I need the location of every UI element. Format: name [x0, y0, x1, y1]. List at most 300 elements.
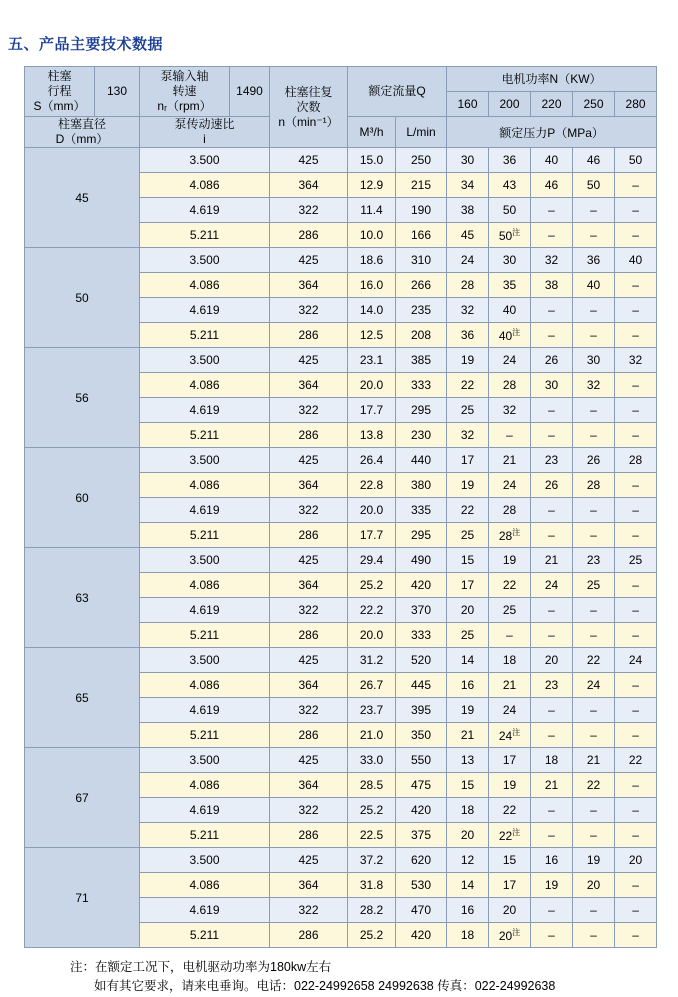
cell-ratio: 4.619: [140, 898, 270, 923]
cell-pressure: 16: [531, 848, 573, 873]
cell-flow-m3h: 12.5: [348, 323, 396, 348]
cell-flow-lmin: 350: [396, 723, 447, 748]
cell-flow-m3h: 31.2: [348, 648, 396, 673]
footnote: [70, 958, 678, 997]
cell-reciprocation: 286: [270, 423, 348, 448]
cell-pressure: 50: [615, 148, 657, 173]
cell-pressure: $20^注$: [489, 923, 531, 948]
cell-flow-lmin: 420: [396, 798, 447, 823]
cell-pressure: –: [573, 198, 615, 223]
cell-pressure: 15: [447, 548, 489, 573]
cell-pressure: 26: [531, 348, 573, 373]
cell-pressure: –: [573, 223, 615, 248]
cell-pressure: 17: [447, 448, 489, 473]
cell-pressure: –: [531, 798, 573, 823]
page-title: 五、产品主要技术数据: [8, 36, 164, 53]
header-pump-speed-value: 1490: [230, 67, 270, 117]
cell-pressure: 14: [447, 648, 489, 673]
cell-flow-m3h: 10.0: [348, 223, 396, 248]
cell-pressure: 22: [447, 373, 489, 398]
cell-pressure: 40: [615, 248, 657, 273]
table-row: [25, 748, 657, 773]
cell-pressure: –: [615, 698, 657, 723]
header-power-250: 250: [573, 92, 615, 117]
cell-pressure: –: [615, 598, 657, 623]
cell-pressure: –: [615, 573, 657, 598]
cell-ratio: 4.619: [140, 198, 270, 223]
cell-pressure: –: [615, 223, 657, 248]
cell-flow-lmin: 250: [396, 148, 447, 173]
cell-pressure: –: [573, 398, 615, 423]
cell-flow-m3h: 17.7: [348, 523, 396, 548]
cell-pressure: 20: [531, 648, 573, 673]
cell-ratio: 5.211: [140, 723, 270, 748]
cell-reciprocation: 364: [270, 573, 348, 598]
cell-flow-m3h: 31.8: [348, 873, 396, 898]
cell-flow-m3h: 12.9: [348, 173, 396, 198]
cell-pressure: 17: [489, 748, 531, 773]
cell-ratio: 5.211: [140, 923, 270, 948]
header-stroke-value: 130: [95, 67, 140, 117]
cell-reciprocation: 425: [270, 148, 348, 173]
cell-flow-lmin: 475: [396, 773, 447, 798]
cell-pressure: 22: [489, 798, 531, 823]
header-power-200: 200: [489, 92, 531, 117]
cell-pressure: –: [615, 323, 657, 348]
cell-pressure: 40: [573, 273, 615, 298]
cell-reciprocation: 364: [270, 673, 348, 698]
cell-pressure: 26: [573, 448, 615, 473]
cell-pressure: –: [573, 423, 615, 448]
cell-pressure: –: [615, 823, 657, 848]
cell-ratio: 3.500: [140, 448, 270, 473]
cell-flow-m3h: 11.4: [348, 198, 396, 223]
cell-diameter: 45: [25, 148, 140, 248]
cell-pressure: 19: [447, 698, 489, 723]
cell-flow-m3h: 33.0: [348, 748, 396, 773]
cell-pressure: 50: [489, 198, 531, 223]
cell-pressure: –: [531, 923, 573, 948]
cell-pressure: $24^注$: [489, 723, 531, 748]
cell-reciprocation: 364: [270, 473, 348, 498]
cell-reciprocation: 364: [270, 173, 348, 198]
cell-pressure: 24: [489, 473, 531, 498]
cell-flow-lmin: 208: [396, 323, 447, 348]
cell-pressure: 21: [489, 448, 531, 473]
header-rated-pressure: 额定压力P（MPa）: [447, 117, 657, 148]
cell-pressure: 19: [489, 773, 531, 798]
cell-ratio: 4.086: [140, 873, 270, 898]
cell-pressure: 24: [489, 348, 531, 373]
cell-pressure: 28: [489, 498, 531, 523]
cell-pressure: 25: [573, 573, 615, 598]
cell-ratio: 4.086: [140, 573, 270, 598]
cell-pressure: 15: [447, 773, 489, 798]
cell-reciprocation: 425: [270, 748, 348, 773]
cell-pressure: 20: [447, 823, 489, 848]
cell-diameter: 50: [25, 248, 140, 348]
cell-pressure: –: [615, 673, 657, 698]
cell-pressure: $22^注$: [489, 823, 531, 848]
cell-flow-m3h: 22.2: [348, 598, 396, 623]
cell-pressure: 23: [573, 548, 615, 573]
cell-pressure: –: [615, 373, 657, 398]
cell-pressure: 26: [531, 473, 573, 498]
cell-reciprocation: 425: [270, 848, 348, 873]
cell-ratio: 3.500: [140, 848, 270, 873]
cell-pressure: 24: [615, 648, 657, 673]
cell-ratio: 4.619: [140, 798, 270, 823]
cell-pressure: –: [531, 323, 573, 348]
cell-flow-m3h: 21.0: [348, 723, 396, 748]
cell-pressure: 30: [447, 148, 489, 173]
cell-pressure: 50: [573, 173, 615, 198]
cell-pressure: 25: [447, 398, 489, 423]
cell-pressure: 15: [489, 848, 531, 873]
cell-flow-m3h: 18.6: [348, 248, 396, 273]
cell-pressure: –: [573, 923, 615, 948]
cell-flow-m3h: 20.0: [348, 623, 396, 648]
cell-ratio: 3.500: [140, 748, 270, 773]
cell-reciprocation: 425: [270, 348, 348, 373]
cell-pressure: 24: [573, 673, 615, 698]
cell-ratio: 4.086: [140, 673, 270, 698]
header-unit-m3h: M³/h: [348, 117, 396, 148]
cell-pressure: –: [615, 773, 657, 798]
cell-flow-lmin: 420: [396, 573, 447, 598]
cell-pressure: 24: [531, 573, 573, 598]
cell-pressure: 25: [489, 598, 531, 623]
cell-pressure: 23: [531, 673, 573, 698]
cell-pressure: –: [531, 898, 573, 923]
cell-pressure: –: [531, 698, 573, 723]
cell-flow-lmin: 266: [396, 273, 447, 298]
cell-flow-m3h: 26.7: [348, 673, 396, 698]
cell-ratio: 4.086: [140, 173, 270, 198]
cell-flow-lmin: 470: [396, 898, 447, 923]
cell-ratio: 5.211: [140, 823, 270, 848]
cell-flow-m3h: 22.8: [348, 473, 396, 498]
table-row: [25, 448, 657, 473]
cell-flow-lmin: 440: [396, 448, 447, 473]
cell-flow-lmin: 385: [396, 348, 447, 373]
cell-flow-lmin: 310: [396, 248, 447, 273]
cell-pressure: 36: [573, 248, 615, 273]
cell-pressure: 45: [447, 223, 489, 248]
cell-diameter: 60: [25, 448, 140, 548]
cell-pressure: 21: [531, 548, 573, 573]
header-power-280: 280: [615, 92, 657, 117]
cell-pressure: –: [573, 298, 615, 323]
cell-ratio: 5.211: [140, 323, 270, 348]
cell-reciprocation: 322: [270, 198, 348, 223]
cell-pressure: $50^注$: [489, 223, 531, 248]
cell-flow-m3h: 28.2: [348, 898, 396, 923]
cell-pressure: 32: [489, 398, 531, 423]
cell-reciprocation: 425: [270, 448, 348, 473]
cell-pressure: 22: [447, 498, 489, 523]
cell-pressure: 32: [531, 248, 573, 273]
cell-ratio: 5.211: [140, 423, 270, 448]
table-row: [25, 348, 657, 373]
cell-pressure: –: [615, 523, 657, 548]
cell-ratio: 5.211: [140, 223, 270, 248]
cell-pressure: 20: [573, 873, 615, 898]
cell-pressure: –: [573, 698, 615, 723]
cell-flow-m3h: 20.0: [348, 373, 396, 398]
cell-pressure: –: [615, 873, 657, 898]
cell-flow-lmin: 370: [396, 598, 447, 623]
cell-pressure: 38: [531, 273, 573, 298]
cell-pressure: –: [531, 498, 573, 523]
note-marker: 注: [512, 528, 521, 537]
cell-pressure: –: [615, 298, 657, 323]
cell-ratio: 5.211: [140, 623, 270, 648]
cell-pressure: 36: [489, 148, 531, 173]
cell-pressure: –: [615, 798, 657, 823]
cell-pressure: –: [531, 223, 573, 248]
cell-pressure: 28: [573, 473, 615, 498]
table-body: [25, 148, 657, 948]
cell-pressure: –: [573, 798, 615, 823]
cell-pressure: 30: [573, 348, 615, 373]
cell-pressure: 43: [489, 173, 531, 198]
cell-pressure: 28: [489, 373, 531, 398]
cell-pressure: –: [531, 398, 573, 423]
cell-ratio: 4.619: [140, 298, 270, 323]
cell-pressure: 46: [531, 173, 573, 198]
note-marker: 注: [512, 328, 521, 337]
cell-reciprocation: 322: [270, 598, 348, 623]
cell-flow-m3h: 20.0: [348, 498, 396, 523]
cell-pressure: –: [615, 273, 657, 298]
cell-pressure: 25: [447, 623, 489, 648]
cell-pressure: 17: [489, 873, 531, 898]
cell-reciprocation: 425: [270, 548, 348, 573]
cell-flow-lmin: 333: [396, 373, 447, 398]
cell-flow-lmin: 235: [396, 298, 447, 323]
specification-table: [24, 66, 657, 948]
cell-pressure: 28: [615, 448, 657, 473]
header-power-220: 220: [531, 92, 573, 117]
cell-pressure: 40: [531, 148, 573, 173]
cell-flow-lmin: 190: [396, 198, 447, 223]
cell-reciprocation: 364: [270, 373, 348, 398]
cell-ratio: 3.500: [140, 648, 270, 673]
cell-reciprocation: 322: [270, 498, 348, 523]
cell-pressure: –: [489, 423, 531, 448]
cell-reciprocation: 286: [270, 723, 348, 748]
cell-pressure: 19: [447, 473, 489, 498]
cell-reciprocation: 286: [270, 523, 348, 548]
cell-flow-m3h: 14.0: [348, 298, 396, 323]
cell-reciprocation: 322: [270, 898, 348, 923]
cell-flow-m3h: 16.0: [348, 273, 396, 298]
cell-ratio: 4.086: [140, 773, 270, 798]
cell-reciprocation: 286: [270, 223, 348, 248]
cell-flow-lmin: 375: [396, 823, 447, 848]
cell-flow-m3h: 25.2: [348, 798, 396, 823]
cell-pressure: 13: [447, 748, 489, 773]
cell-flow-m3h: 26.4: [348, 448, 396, 473]
cell-ratio: 4.619: [140, 598, 270, 623]
cell-pressure: 18: [447, 923, 489, 948]
cell-flow-lmin: 166: [396, 223, 447, 248]
cell-flow-lmin: 445: [396, 673, 447, 698]
cell-flow-m3h: 37.2: [348, 848, 396, 873]
cell-pressure: 24: [447, 248, 489, 273]
cell-pressure: 18: [489, 648, 531, 673]
cell-pressure: –: [573, 823, 615, 848]
header-unit-lmin: L/min: [396, 117, 447, 148]
cell-pressure: 21: [573, 748, 615, 773]
document-page: [0, 33, 678, 992]
cell-pressure: 19: [573, 848, 615, 873]
cell-pressure: –: [615, 173, 657, 198]
cell-ratio: 5.211: [140, 523, 270, 548]
cell-flow-m3h: 25.2: [348, 923, 396, 948]
cell-reciprocation: 364: [270, 873, 348, 898]
cell-pressure: 22: [615, 748, 657, 773]
cell-pressure: 38: [447, 198, 489, 223]
cell-reciprocation: 286: [270, 623, 348, 648]
note-marker: 注: [512, 928, 521, 937]
cell-pressure: –: [531, 198, 573, 223]
cell-pressure: 34: [447, 173, 489, 198]
cell-pressure: 19: [489, 548, 531, 573]
cell-ratio: 4.086: [140, 273, 270, 298]
cell-flow-lmin: 620: [396, 848, 447, 873]
cell-flow-lmin: 550: [396, 748, 447, 773]
cell-pressure: –: [573, 523, 615, 548]
cell-ratio: 4.086: [140, 373, 270, 398]
cell-flow-lmin: 420: [396, 923, 447, 948]
table-row: [25, 648, 657, 673]
cell-pressure: 22: [573, 773, 615, 798]
cell-pressure: 30: [531, 373, 573, 398]
cell-pressure: –: [531, 598, 573, 623]
cell-ratio: 3.500: [140, 348, 270, 373]
cell-pressure: –: [489, 623, 531, 648]
cell-pressure: 25: [615, 548, 657, 573]
cell-flow-lmin: 333: [396, 623, 447, 648]
cell-pressure: –: [615, 723, 657, 748]
cell-pressure: 18: [531, 748, 573, 773]
note-marker: 注: [512, 228, 521, 237]
cell-diameter: 71: [25, 848, 140, 948]
cell-flow-lmin: 295: [396, 523, 447, 548]
cell-pressure: 21: [489, 673, 531, 698]
cell-pressure: –: [573, 498, 615, 523]
cell-pressure: –: [573, 723, 615, 748]
cell-pressure: 20: [489, 898, 531, 923]
cell-pressure: 36: [447, 323, 489, 348]
cell-reciprocation: 322: [270, 798, 348, 823]
cell-reciprocation: 425: [270, 648, 348, 673]
cell-pressure: 12: [447, 848, 489, 873]
cell-pressure: 16: [447, 673, 489, 698]
cell-ratio: 3.500: [140, 148, 270, 173]
header-pump-speed: 泵输入轴 转速 nᵣ（rpm）: [140, 67, 230, 117]
header-motor-power: 电机功率N（KW）: [447, 67, 657, 92]
cell-pressure: 16: [447, 898, 489, 923]
header-ratio: 泵传动速比 i: [140, 117, 270, 148]
note-marker: 注: [512, 828, 521, 837]
cell-ratio: 4.086: [140, 473, 270, 498]
cell-pressure: 14: [447, 873, 489, 898]
cell-pressure: –: [615, 498, 657, 523]
cell-diameter: 65: [25, 648, 140, 748]
cell-pressure: –: [573, 598, 615, 623]
cell-flow-m3h: 28.5: [348, 773, 396, 798]
cell-reciprocation: 425: [270, 248, 348, 273]
cell-flow-lmin: 530: [396, 873, 447, 898]
cell-flow-lmin: 490: [396, 548, 447, 573]
cell-pressure: –: [573, 898, 615, 923]
table-row: [25, 548, 657, 573]
cell-pressure: 23: [531, 448, 573, 473]
cell-pressure: 17: [447, 573, 489, 598]
table-header: [25, 67, 657, 148]
cell-pressure: 32: [573, 373, 615, 398]
cell-pressure: –: [531, 423, 573, 448]
cell-pressure: 24: [489, 698, 531, 723]
header-flow: 额定流量Q: [348, 67, 447, 117]
cell-pressure: 25: [447, 523, 489, 548]
cell-flow-m3h: 23.1: [348, 348, 396, 373]
cell-pressure: 18: [447, 798, 489, 823]
cell-pressure: 21: [447, 723, 489, 748]
cell-pressure: 20: [615, 848, 657, 873]
cell-flow-lmin: 215: [396, 173, 447, 198]
cell-pressure: –: [531, 723, 573, 748]
cell-diameter: 56: [25, 348, 140, 448]
cell-diameter: 67: [25, 748, 140, 848]
cell-pressure: 20: [447, 598, 489, 623]
cell-pressure: 30: [489, 248, 531, 273]
cell-pressure: 32: [615, 348, 657, 373]
cell-pressure: $28^注$: [489, 523, 531, 548]
header-reciprocation: 柱塞往复 次数 n（min⁻¹）: [270, 67, 348, 148]
cell-flow-lmin: 230: [396, 423, 447, 448]
cell-ratio: 4.619: [140, 698, 270, 723]
cell-pressure: 46: [573, 148, 615, 173]
cell-ratio: 4.619: [140, 498, 270, 523]
header-diameter: 柱塞直径 D（mm）: [25, 117, 140, 148]
cell-pressure: 28: [447, 273, 489, 298]
cell-flow-lmin: 380: [396, 473, 447, 498]
cell-pressure: 32: [447, 423, 489, 448]
cell-pressure: 35: [489, 273, 531, 298]
cell-pressure: –: [531, 523, 573, 548]
cell-ratio: 3.500: [140, 548, 270, 573]
cell-pressure: –: [573, 623, 615, 648]
cell-flow-lmin: 335: [396, 498, 447, 523]
cell-pressure: –: [615, 398, 657, 423]
cell-pressure: 32: [447, 298, 489, 323]
cell-pressure: –: [531, 298, 573, 323]
cell-reciprocation: 322: [270, 398, 348, 423]
cell-reciprocation: 286: [270, 823, 348, 848]
cell-flow-m3h: 22.5: [348, 823, 396, 848]
cell-pressure: –: [531, 823, 573, 848]
cell-pressure: $40^注$: [489, 323, 531, 348]
cell-pressure: –: [615, 423, 657, 448]
header-row-1: [25, 67, 657, 92]
table-row: [25, 248, 657, 273]
cell-pressure: 22: [489, 573, 531, 598]
note-marker: 注: [512, 728, 521, 737]
